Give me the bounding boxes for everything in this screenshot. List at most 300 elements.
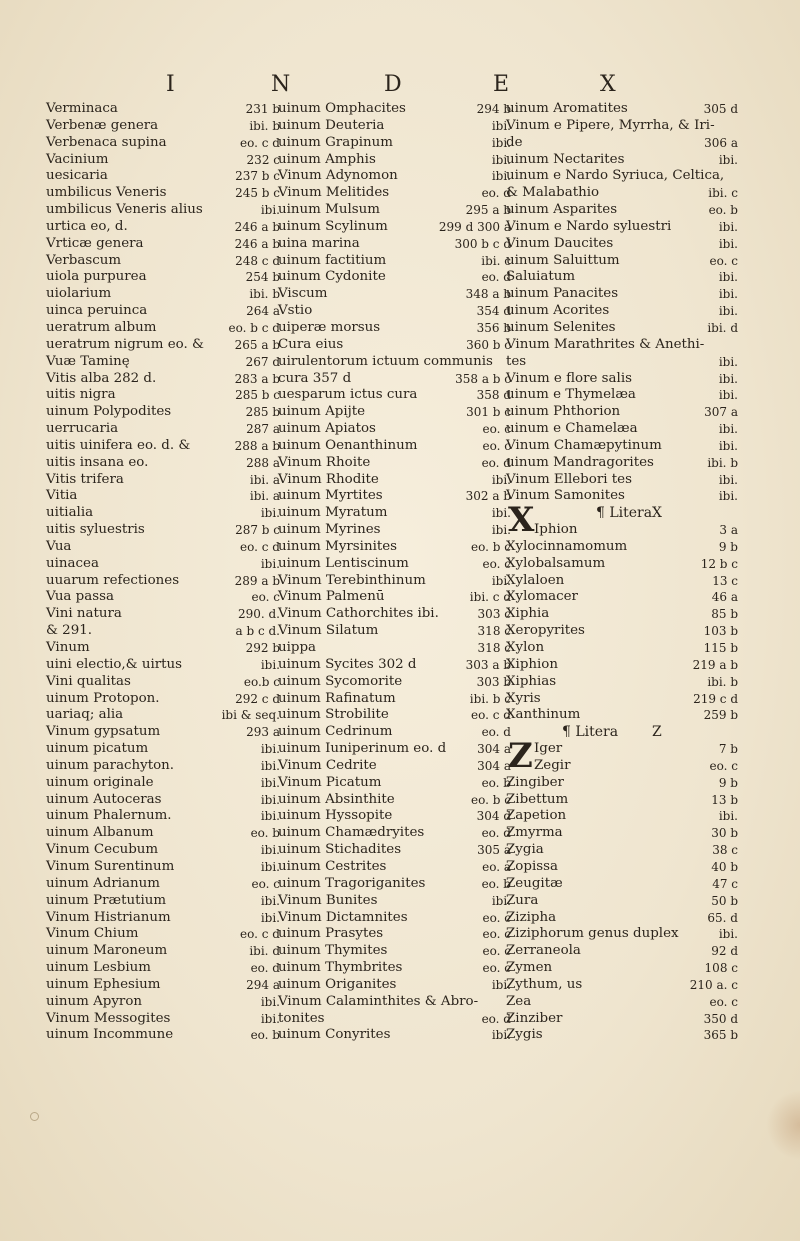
entry-ref: 293 a <box>246 725 280 740</box>
entry-ref: 304 d <box>476 809 511 824</box>
entry-term: Xiphion <box>506 656 558 672</box>
index-entry <box>278 926 511 943</box>
entry-ref: ibi. <box>718 388 738 403</box>
index-entry <box>506 286 738 303</box>
index-entry <box>46 421 280 438</box>
index-entry <box>506 943 738 960</box>
entry-ref: eo. b <box>250 1028 280 1043</box>
index-entry <box>46 269 280 286</box>
entry-ref: ibi. b <box>707 674 738 689</box>
index-entry <box>278 337 511 354</box>
entry-ref: eo. d <box>481 725 511 740</box>
entry-ref: ibi. <box>260 792 280 807</box>
entry-ref: 303 a b <box>465 657 511 672</box>
entry-term: Xylocinnamomum <box>506 538 628 554</box>
entry-ref: ibi. <box>491 472 511 487</box>
index-entry <box>278 1027 511 1044</box>
entry-term: uariaq; alia <box>46 707 124 723</box>
entry-ref: 40 b <box>711 859 738 874</box>
paper-wormhole <box>30 1112 39 1121</box>
entry-term: Xiphias <box>506 673 557 689</box>
index-entry <box>46 943 280 960</box>
index-entry <box>278 691 511 708</box>
index-entry <box>506 640 738 657</box>
entry-term: Vinum Ellebori tes <box>506 471 632 487</box>
entry-ref: eo. c <box>709 253 738 268</box>
index-entry <box>278 910 511 927</box>
index-entry <box>46 505 280 522</box>
entry-term: Iphion <box>534 522 578 538</box>
index-entry <box>506 438 738 455</box>
entry-ref: 303 b <box>476 674 511 689</box>
entry-term: uinum Rafinatum <box>278 690 396 706</box>
entry-ref: ibi. <box>260 1011 280 1026</box>
index-entry <box>46 606 280 623</box>
entry-ref: eo. c <box>709 994 738 1009</box>
index-entry <box>46 910 280 927</box>
entry-term: Vinum Terebinthinum <box>278 572 426 588</box>
index-entry <box>46 135 280 152</box>
index-entry <box>278 202 511 219</box>
entry-term: uinum Amphis <box>278 151 376 167</box>
entry-ref: eo. b c d <box>228 320 280 335</box>
entry-term: uinum Sycomorite <box>278 673 403 689</box>
entry-term: uinum e Chamelæa <box>506 421 638 437</box>
entry-term: Xyris <box>506 690 541 706</box>
paper-stain <box>766 1090 800 1160</box>
entry-term: uerrucaria <box>46 421 119 437</box>
entry-ref: 305 d <box>703 102 738 116</box>
entry-ref: a b c d. <box>235 624 280 639</box>
index-entry <box>506 303 738 320</box>
entry-ref: ibi. <box>260 859 280 874</box>
entry-ref: 360 b c <box>466 337 511 352</box>
entry-term: uinum Origanites <box>278 976 397 992</box>
entry-ref: 294 a <box>246 977 280 992</box>
entry-term: uinum Incommune <box>46 1027 174 1043</box>
index-entry <box>278 808 511 825</box>
index-entry <box>278 876 511 893</box>
entry-term: uesparum ictus cura <box>278 387 418 403</box>
index-entry <box>506 691 738 708</box>
index-entry <box>278 505 511 522</box>
entry-ref: 285 b <box>245 405 280 420</box>
index-entry <box>46 691 280 708</box>
entry-ref: 254 b <box>245 270 280 285</box>
running-head <box>0 72 800 102</box>
entry-ref: 38 c <box>712 843 738 858</box>
entry-term: uinum Saluittum <box>506 252 620 268</box>
entry-term: uinum Stichadites <box>278 842 402 858</box>
index-entry <box>278 269 511 286</box>
index-entry <box>506 202 738 219</box>
entry-term: uinum Acorites <box>506 303 610 319</box>
entry-ref: 304 a <box>477 758 511 773</box>
entry-term: Xylobalsamum <box>506 555 606 571</box>
entry-ref: ibi. <box>491 506 511 521</box>
entry-term: Vinum Bunites <box>278 892 378 908</box>
index-entry <box>278 758 511 775</box>
index-entry <box>506 960 738 977</box>
entry-term: Vua passa <box>46 589 114 605</box>
index-entry <box>278 960 511 977</box>
entry-ref: 248 c d <box>235 253 280 268</box>
entry-term: Zegir <box>534 757 571 773</box>
entry-ref: ibi. <box>718 438 738 453</box>
entry-ref: 85 b <box>711 607 738 622</box>
entry-ref: eo. b c <box>471 539 511 554</box>
entry-term: Viscum <box>278 286 328 302</box>
entry-term: uirulentorum ictuum communis <box>278 353 493 369</box>
index-entry <box>278 707 511 724</box>
index-entry <box>46 286 280 303</box>
index-entry <box>46 842 280 859</box>
entry-term: uinum e Thymelæa <box>506 387 636 403</box>
entry-ref: 304 a <box>477 742 511 757</box>
entry-term: uinum Ephesium <box>46 976 161 992</box>
entry-term: Vinum Histrianum <box>46 909 171 925</box>
index-entry <box>278 775 511 792</box>
entry-ref: ibi. <box>718 422 738 437</box>
index-entry <box>506 404 738 421</box>
entry-term: uesicaria <box>46 168 108 184</box>
entry-term: uinum parachyton. <box>46 757 175 773</box>
index-entry <box>278 539 511 556</box>
index-column-3 <box>506 101 738 1044</box>
entry-term: Xylon <box>506 640 545 655</box>
entry-term: uinum Aromatites <box>506 101 628 116</box>
entry-term: uinca peruinca <box>46 303 148 319</box>
entry-term: uitis uinifera eo. d. & <box>46 437 191 453</box>
entry-term: uitis syluestris <box>46 522 145 538</box>
entry-ref: ibi. <box>260 506 280 521</box>
entry-ref: ibi. <box>260 203 280 218</box>
index-entry <box>506 387 738 404</box>
entry-term: Vinum Chamæpytinum <box>506 437 662 453</box>
entry-ref: ibi. <box>718 371 738 386</box>
entry-term: uinum Myrsinites <box>278 538 398 554</box>
entry-ref: ibi. b <box>707 455 738 470</box>
entry-term: ueratrum album <box>46 319 157 335</box>
entry-ref: ibi. <box>260 556 280 571</box>
index-entry <box>46 354 280 371</box>
index-entry <box>46 825 280 842</box>
entry-term: Zingiber <box>506 774 564 790</box>
entry-ref: eo. c <box>482 910 511 925</box>
index-entry <box>46 1027 280 1044</box>
index-entry <box>506 589 738 606</box>
index-entry <box>46 960 280 977</box>
entry-term: uinum e Nardo Syriuca, Celtica, <box>506 168 725 184</box>
index-entry <box>46 320 280 337</box>
index-entry <box>278 101 511 118</box>
entry-ref: 108 c <box>704 961 738 976</box>
index-entry <box>506 606 738 623</box>
entry-term: tonites <box>278 1010 325 1026</box>
entry-term: uinum Autoceras <box>46 791 162 807</box>
index-entry <box>506 354 738 371</box>
entry-ref: ibi. a <box>249 472 280 487</box>
entry-ref: ibi. <box>718 354 738 369</box>
entry-term: uinum Prasytes <box>278 926 384 942</box>
entry-ref: 9 b <box>718 539 738 554</box>
entry-term: Vinum Surentinum <box>46 858 175 874</box>
entry-term: Xiphia <box>506 606 550 622</box>
entry-ref: 301 b c <box>466 405 511 420</box>
entry-ref: 288 a <box>246 455 280 470</box>
entry-ref: 306 a <box>704 135 738 150</box>
index-entry <box>278 623 511 640</box>
entry-term: uinum Protopon. <box>46 690 160 706</box>
entry-term: uinum Myrines <box>278 522 381 538</box>
entry-term: Vinum gypsatum <box>46 724 161 740</box>
index-entry <box>506 623 738 640</box>
index-entry <box>278 943 511 960</box>
entry-term: Zeugitæ <box>506 875 563 891</box>
index-entry <box>46 371 280 388</box>
entry-ref: ibi. <box>260 809 280 824</box>
index-entry <box>506 185 738 202</box>
entry-ref: 210 a. c <box>689 977 738 992</box>
entry-ref: ibi. <box>718 287 738 302</box>
entry-term: uinum Apyron <box>46 993 143 1009</box>
entry-ref: ibi. <box>260 758 280 773</box>
index-entry <box>46 168 280 185</box>
index-entry <box>506 455 738 472</box>
entry-ref: eo. d <box>481 1011 511 1026</box>
entry-ref: eo. d <box>481 455 511 470</box>
entry-term: uuarum refectiones <box>46 572 180 588</box>
entry-ref: 9 b <box>718 775 738 790</box>
entry-ref: ibi. b <box>249 287 280 302</box>
entry-term: Zibettum <box>506 791 569 807</box>
entry-ref: eo. c d <box>471 708 511 723</box>
entry-term: uitis nigra <box>46 387 116 403</box>
entry-term: uinum Mulsum <box>278 202 380 218</box>
entry-term: Zopissa <box>506 858 558 874</box>
index-entry <box>278 135 511 152</box>
entry-ref: eo. c <box>482 944 511 959</box>
entry-ref: 264 a <box>246 304 280 319</box>
index-entry <box>278 303 511 320</box>
entry-ref: ibi & seq. <box>221 708 280 723</box>
index-entry <box>278 455 511 472</box>
index-entry <box>46 387 280 404</box>
entry-ref: 283 a b <box>234 371 280 386</box>
entry-ref: eo. d <box>250 961 280 976</box>
entry-term: umbilicus Veneris alius <box>46 202 203 218</box>
entry-term: uinum Cedrinum <box>278 724 393 740</box>
index-entry <box>46 472 280 489</box>
entry-term: uinum Omphacites <box>278 101 406 116</box>
index-entry <box>46 522 280 539</box>
entry-term: tes <box>506 353 527 369</box>
section-mark: ¶ Litera <box>596 505 653 522</box>
index-entry <box>506 152 738 169</box>
entry-term: cura 357 d <box>278 370 352 386</box>
entry-ref: 294 b <box>476 102 511 116</box>
index-entry <box>278 994 511 1011</box>
entry-ref: 358 d <box>476 388 511 403</box>
index-entry <box>278 236 511 253</box>
index-entry <box>506 320 738 337</box>
entry-term: uinum Scylinum <box>278 218 388 234</box>
entry-term: Vini natura <box>46 606 122 622</box>
entry-ref: ibi. <box>718 489 738 504</box>
entry-term: uinum Adrianum <box>46 875 160 891</box>
index-entry <box>278 253 511 270</box>
entry-term: Vinum Calaminthites & Abro- <box>278 993 479 1009</box>
entry-ref: ibi. <box>718 809 738 824</box>
entry-term: Vinum Cedrite <box>278 757 377 773</box>
index-entry <box>278 606 511 623</box>
entry-term: uinum originale <box>46 774 154 790</box>
entry-term: Zygia <box>506 842 544 858</box>
index-entry <box>506 1027 738 1044</box>
entry-term: Vstio <box>278 303 313 319</box>
index-entry <box>506 859 738 876</box>
entry-term: Vinum e flore salis <box>506 370 632 386</box>
entry-term: Verbenaca supina <box>46 134 167 150</box>
index-entry <box>506 893 738 910</box>
entry-term: uinum Iuniperinum eo. d <box>278 741 447 757</box>
index-entry <box>46 623 280 640</box>
entry-ref: 358 a b c <box>455 371 511 386</box>
index-entry <box>46 236 280 253</box>
entry-term: Zapetion <box>506 808 567 824</box>
entry-term: uiperæ morsus <box>278 319 381 335</box>
entry-ref: 348 a b <box>465 287 511 302</box>
index-entry <box>46 808 280 825</box>
entry-term: Vinum e Nardo syluestri <box>506 218 672 234</box>
entry-ref: eo. c <box>709 758 738 773</box>
entry-ref: 30 b <box>711 826 738 841</box>
entry-term: Xanthinum <box>506 707 581 723</box>
entry-term: uinum Chamædryites <box>278 825 425 841</box>
entry-term: Vitia <box>46 488 78 504</box>
index-column-1 <box>46 101 280 1044</box>
entry-ref: eo. c <box>251 876 280 891</box>
index-entry <box>278 573 511 590</box>
entry-ref: ibi. c d <box>469 590 511 605</box>
index-entry <box>506 337 738 354</box>
entry-ref: 288 a b <box>234 438 280 453</box>
index-entry <box>46 539 280 556</box>
entry-ref: 305 a <box>477 843 511 858</box>
entry-term: Vinum Melitides <box>278 185 390 201</box>
entry-term: uinum Oenanthinum <box>278 437 418 453</box>
entry-ref: eo. b <box>481 876 511 891</box>
entry-ref: 356 b <box>476 320 511 335</box>
index-entry <box>278 977 511 994</box>
entry-term: uiolarium <box>46 286 112 302</box>
entry-term: Xeropyrites <box>506 623 585 639</box>
entry-term: Vinum Daucites <box>506 235 614 251</box>
index-entry <box>506 556 738 573</box>
entry-ref: ibi. <box>491 893 511 908</box>
index-entry <box>46 775 280 792</box>
entry-term: Zythum, us <box>506 976 583 992</box>
entry-term: uinum Conyrites <box>278 1027 391 1043</box>
entry-ref: eo. b <box>708 203 738 218</box>
entry-ref: 219 c d <box>693 691 738 706</box>
entry-ref: ibi. <box>718 472 738 487</box>
index-entry <box>278 488 511 505</box>
entry-term: ueratrum nigrum eo. & <box>46 336 204 352</box>
index-entry <box>46 303 280 320</box>
entry-ref: ibi. <box>718 270 738 285</box>
entry-term: Vitis alba 282 d. <box>46 370 157 386</box>
entry-ref: 237 b c <box>235 169 280 184</box>
entry-term: Verbenæ genera <box>46 117 159 133</box>
entry-term: Verbascum <box>46 252 122 268</box>
entry-term: Verminaca <box>46 101 118 116</box>
entry-term: uinum Cestrites <box>278 858 387 874</box>
entry-ref: 50 b <box>711 893 738 908</box>
index-entry <box>278 404 511 421</box>
entry-ref: ibi. <box>491 118 511 133</box>
index-entry <box>506 522 738 539</box>
running-head-letter: E <box>493 72 511 97</box>
index-entry <box>278 387 511 404</box>
entry-ref: 292 c d <box>235 691 280 706</box>
entry-ref: eo. c <box>251 590 280 605</box>
entry-ref: ibi. <box>718 304 738 319</box>
entry-term: Cura eius <box>278 336 344 352</box>
index-entry <box>506 101 738 118</box>
index-entry <box>46 640 280 657</box>
index-entry <box>46 876 280 893</box>
index-entry <box>278 168 511 185</box>
entry-ref: 307 a <box>704 405 738 420</box>
entry-term: uinum Lentiscinum <box>278 555 409 571</box>
entry-ref: 232 c <box>246 152 280 167</box>
entry-ref: 350 d <box>703 1011 738 1026</box>
entry-ref: ibi. c <box>481 253 511 268</box>
index-entry <box>278 118 511 135</box>
entry-term: uiola purpurea <box>46 269 147 285</box>
entry-term: Zygis <box>506 1027 543 1043</box>
entry-term: Ziziphorum genus duplex <box>506 926 679 942</box>
entry-ref: eo. c <box>482 927 511 942</box>
entry-term: Vini qualitas <box>46 673 131 689</box>
entry-term: Zea <box>506 993 532 1009</box>
entry-term: Vacinium <box>46 151 109 167</box>
entry-term: & 291. <box>46 623 92 639</box>
index-entry <box>46 219 280 236</box>
index-entry <box>506 472 738 489</box>
entry-ref: 7 b <box>718 742 738 757</box>
entry-term: uinum Panacites <box>506 286 619 302</box>
index-entry <box>506 539 738 556</box>
entry-term: uinum Myrtites <box>278 488 383 504</box>
entry-ref: 318 c <box>477 624 511 639</box>
index-entry <box>506 808 738 825</box>
entry-term: Vuæ Taminę <box>46 353 130 369</box>
index-entry <box>278 842 511 859</box>
entry-term: Vinum Rhoite <box>278 454 371 470</box>
index-entry <box>278 741 511 758</box>
entry-term: Xylomacer <box>506 589 578 605</box>
entry-ref: 365 b <box>703 1028 738 1043</box>
entry-ref: eo. b <box>481 775 511 790</box>
index-entry <box>506 573 738 590</box>
entry-ref: 285 b c <box>235 388 280 403</box>
entry-ref: eo. c d <box>240 135 280 150</box>
entry-ref: ibi. <box>491 977 511 992</box>
entry-ref: ibi. <box>260 657 280 672</box>
entry-term: uinum Mandragorites <box>506 454 654 470</box>
